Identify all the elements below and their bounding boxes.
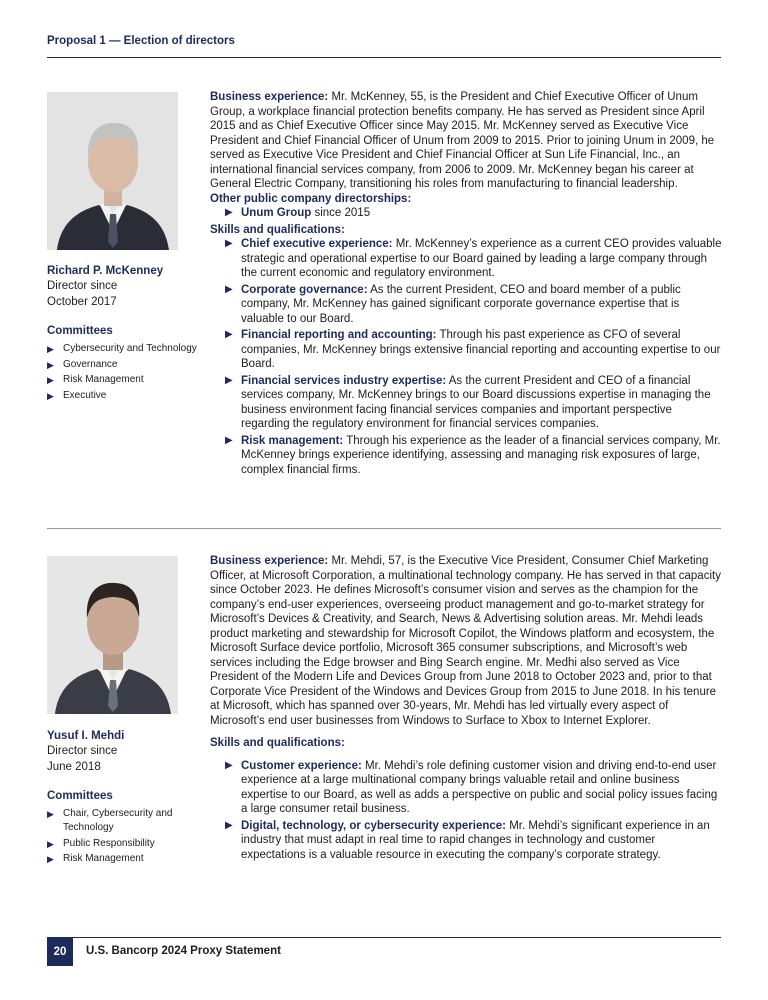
committees-title: Committees <box>47 325 113 337</box>
triangle-bullet-icon: ▶ <box>225 759 233 771</box>
business-experience-label: Business experience: <box>210 555 329 567</box>
triangle-bullet-icon: ▶ <box>225 329 233 340</box>
director-sidebar-mckenney <box>47 264 197 404</box>
director-since-label: Director since <box>47 280 118 292</box>
skills-title: Skills and qualifications: <box>210 737 345 749</box>
business-experience-text: Mr. Mehdi, 57, is the Executive Vice President, Consumer Chief Marketing Officer, at Microsoft Corporation, a multinational technology company. He has served in that capacity since October 2023. He defines Microsoft’s consumer vision and serves as the champion for the company’s end-user experiences, overseeing product management and go-to-market strategy for Microsoft’s Devices & Creativity, and Search, News & Advertising solution areas. Mr. Mehdi leads product marketing and stewardship for Microsoft Copilot, the Windows platform and ecosystem, the Microsoft Surface device portfolio, Microsoft 365 consumer subscriptions, and Microsoft’s web services including the Edge browser and Bing Search engine. Mr. Medhi also served as Vice President of the Modern Life and Devices Group from June 2018 to October 2023 and, prior to that Corporate Vice President of the Windows and Devices Group from 2015 to June 2018. In his tenure at Microsoft, which has spanned over 30-years, Mr. Mehdi has led virtually every aspect of Microsoft’s end user businesses from Windows to Surface to Xbox to Internet Explorer. <box>210 555 721 727</box>
footer-rule <box>47 937 721 938</box>
director-since-label: Director since <box>47 745 118 757</box>
business-experience-paragraph <box>210 90 722 192</box>
business-experience-label: Business experience: <box>210 91 329 103</box>
committee-label: Executive <box>63 389 107 401</box>
triangle-bullet-icon: ▶ <box>225 374 233 386</box>
skill-label: Financial services industry expertise: <box>241 374 447 387</box>
director-since-date: June 2018 <box>47 760 101 773</box>
skill-item <box>225 328 722 372</box>
director-name: Yusuf I. Mehdi <box>47 730 125 742</box>
business-experience-text: Mr. McKenney, 55, is the President and Chief Executive Officer of Unum Group, a workplace financial protection benefits company. He has served as President since April 2015 and as Chief Executive Officer since May 2015. Mr. McKenney served as Executive Vice President and Chief Financial Officer of Unum from 2009 to 2015. Prior to joining Unum in 2009, he served as Executive Vice President and Chief Financial Officer at Sun Life Financial, Inc., an international financial services company, from 2006 to 2009. Mr. McKenney began his career at General Electric Company, transitioning his roles from manufacturing to financial leadership. <box>210 91 715 190</box>
business-experience-paragraph <box>210 554 722 728</box>
directorship-company: Unum Group <box>241 207 312 219</box>
directorship-since: since 2015 <box>311 207 371 219</box>
committee-label: Chair, Cybersecurity and Technology <box>63 808 173 833</box>
skill-text: Mr. McKenney’s experience as a current CEO provides valuable strategic and operational expertise to our Board gained by leading a large company through the current economic and regulatory environment. <box>241 238 722 279</box>
directorship-item <box>225 206 722 221</box>
director-bio-mckenney <box>210 90 722 479</box>
committee-label: Cybersecurity and Technology <box>63 343 197 354</box>
committee-label: Risk Management <box>63 374 144 385</box>
skill-item <box>225 819 722 863</box>
skill-item <box>225 237 722 281</box>
triangle-bullet-icon: ▶ <box>225 238 233 249</box>
header-rule <box>47 57 721 58</box>
director-since-date: October 2017 <box>47 295 117 308</box>
skill-text: As the current President and CEO of a financial services company, Mr. McKenney brings to our Board discussions expertise in managing the business environment facing financial services companies and important perspective regarding the regulatory environment for financial services companies. <box>241 374 711 430</box>
committees-title: Committees <box>47 790 113 802</box>
committee-item <box>47 373 197 387</box>
triangle-bullet-icon: ▶ <box>225 283 233 295</box>
skill-text: Mr. Mehdi’s significant experience in an industry that must adapt in real time to rapid changes in technology and customer expectations is a valuable resource in executing the company’s corporate strategy. <box>241 819 710 861</box>
triangle-bullet-icon: ▶ <box>225 819 233 831</box>
other-directorships-title: Other public company directorships: <box>210 192 412 205</box>
skill-item <box>225 434 722 478</box>
skill-label: Financial reporting and accounting: <box>241 329 437 341</box>
skill-text: Through his past experience as CFO of several companies, Mr. McKenney brings extensive financial reporting and accounting expertise to our Board. <box>241 329 721 370</box>
triangle-bullet-icon: ▶ <box>47 854 54 864</box>
section-divider <box>47 528 721 529</box>
footer-document-title: U.S. Bancorp 2024 Proxy Statement <box>86 945 281 957</box>
skill-text: Mr. Mehdi’s role defining customer vision and driving end-to-end user experience at a large multinational company brings valuable retail and online business expertise to our Board, as well as adds a perspective on public and social policy issues facing a large consumer retail business. <box>241 759 718 815</box>
committee-label: Risk Management <box>63 853 144 864</box>
skills-list <box>210 759 722 863</box>
skill-label: Digital, technology, or cybersecurity experience: <box>241 819 507 832</box>
skills-title: Skills and qualifications: <box>210 223 345 236</box>
committees-list <box>47 807 197 866</box>
committee-label: Public Responsibility <box>63 837 155 849</box>
triangle-bullet-icon: ▶ <box>225 207 233 218</box>
triangle-bullet-icon: ▶ <box>47 375 54 385</box>
skill-label: Customer experience: <box>241 759 362 772</box>
committee-item <box>47 358 197 372</box>
committees-list <box>47 342 197 403</box>
committee-item <box>47 837 197 851</box>
skill-label: Corporate governance: <box>241 283 368 296</box>
skill-text: Through his experience as the leader of a financial services company, Mr. McKenney brings experience identifying, assessing and managing risk exposures of large, complex financial firms. <box>241 434 721 476</box>
director-bio-mehdi <box>210 554 722 864</box>
skill-item <box>225 283 722 327</box>
skill-item <box>225 374 722 432</box>
triangle-bullet-icon: ▶ <box>47 809 54 819</box>
triangle-bullet-icon: ▶ <box>47 838 54 849</box>
skill-item <box>225 759 722 817</box>
director-photo-mehdi <box>47 556 178 714</box>
director-photo-mckenney <box>47 92 178 250</box>
page-number-badge <box>47 938 73 966</box>
committee-item <box>47 389 197 403</box>
committee-item <box>47 807 197 835</box>
committee-item <box>47 342 197 356</box>
page-header-title: Proposal 1 — Election of directors <box>47 35 235 47</box>
skill-label: Chief executive experience: <box>241 238 393 250</box>
triangle-bullet-icon: ▶ <box>47 359 54 370</box>
director-sidebar-mehdi <box>47 729 197 868</box>
director-name: Richard P. McKenney <box>47 265 164 277</box>
triangle-bullet-icon: ▶ <box>47 344 54 354</box>
triangle-bullet-icon: ▶ <box>225 434 233 446</box>
triangle-bullet-icon: ▶ <box>47 390 54 401</box>
page-number: 20 <box>53 946 67 958</box>
committee-item <box>47 852 197 866</box>
skill-text: As the current President, CEO and board member of a public company, Mr. McKenney has gained significant corporate governance expertise that is valuable to our Board. <box>241 283 681 325</box>
skill-label: Risk management: <box>241 434 344 447</box>
skills-list <box>210 237 722 477</box>
other-directorships-list <box>210 206 722 221</box>
committee-label: Governance <box>63 358 118 370</box>
